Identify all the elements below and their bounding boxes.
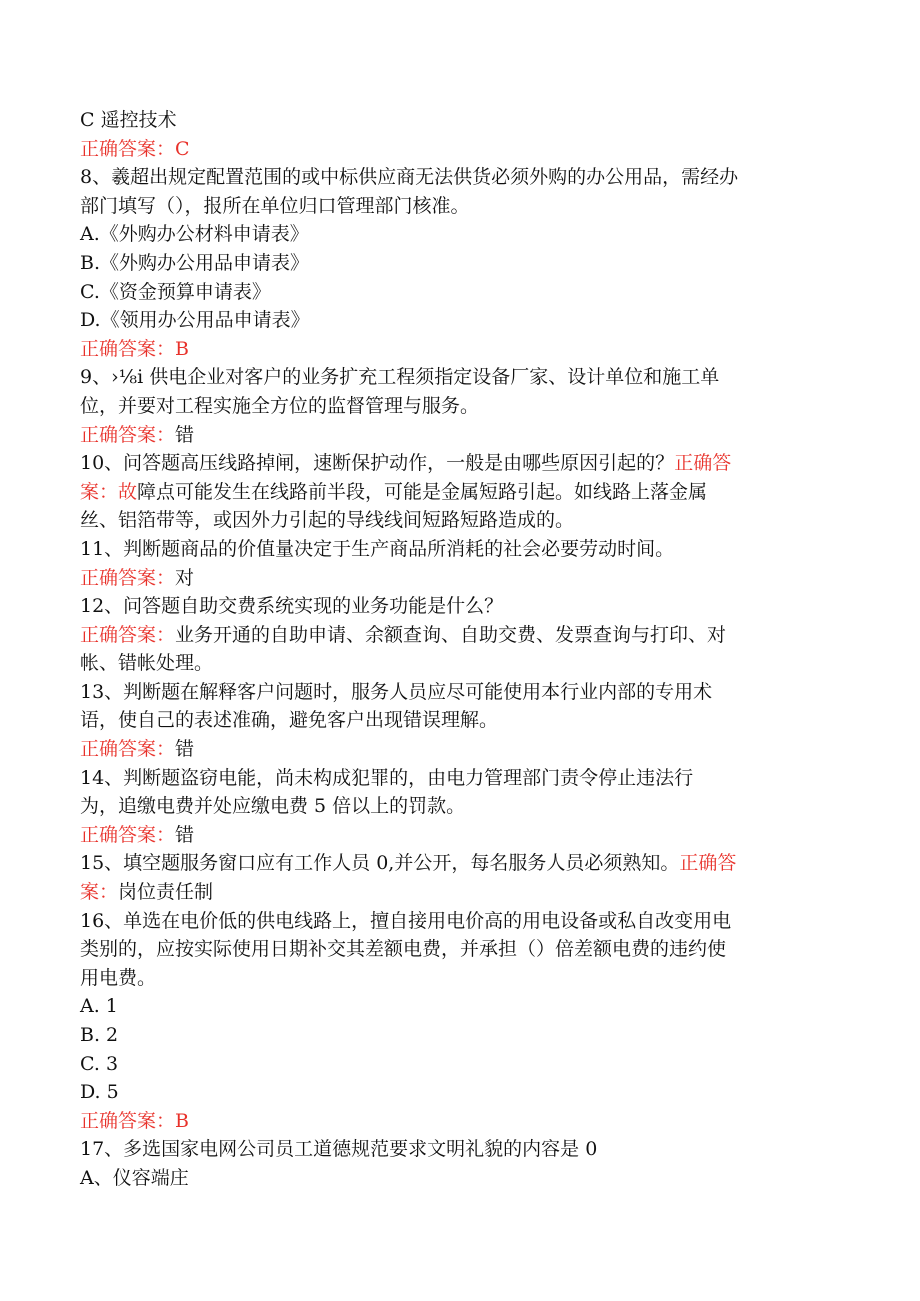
line-text: A、仪容端庄: [80, 1166, 189, 1189]
text-line: [80, 135, 840, 164]
text-line: [80, 564, 840, 593]
line-text: 位，并要对工程实施全方位的监督管理与服务。: [80, 394, 480, 417]
answer-label: 正确答案：: [80, 423, 176, 446]
answer-label: 正确答案：: [80, 623, 176, 646]
line-text: 对: [175, 566, 195, 589]
line-text: 帐、错帐处理。: [80, 652, 214, 675]
line-text: 障点可能发生在线路前半段，可能是金属短路引起。如线路上落金属: [137, 480, 708, 503]
line-text: 业务开通的自助申请、余额查询、自助交费、发票查询与打印、对: [175, 623, 727, 646]
line-text: 16、单选在电价低的供电线路上，擅自接用电价高的用电设备或私自改变用电: [80, 909, 732, 932]
text-line: [80, 821, 840, 850]
line-text: A. 1: [80, 995, 118, 1018]
text-line: [80, 335, 840, 364]
line-text: B.《外购办公用品申请表》: [80, 251, 310, 274]
text-line: [80, 392, 840, 421]
text-line: [80, 849, 840, 878]
line-text: D. 5: [80, 1081, 119, 1104]
line-text: 错: [175, 738, 195, 761]
text-line: [80, 363, 840, 392]
line-text: C 遥控技术: [80, 109, 177, 131]
line-text: 13、判断题在解释客户问题时，服务人员应尽可能使用本行业内部的专用术: [80, 680, 713, 703]
text-line: [80, 421, 840, 450]
answer-label: 正确答案：B: [80, 1109, 189, 1132]
text-line: [80, 106, 840, 135]
answer-label: 正确答案：C: [80, 137, 190, 160]
text-line: [80, 678, 840, 707]
text-line: [80, 735, 840, 764]
text-line: [80, 278, 840, 307]
answer-label: 正确答案：: [80, 738, 176, 761]
answer-label: 正确答: [679, 852, 737, 875]
document-body: [80, 106, 840, 1193]
line-text: 10、问答题高压线路掉闸，速断保护动作，一般是由哪些原因引起的？: [80, 452, 675, 475]
line-text: 11、判断题商品的价值量决定于生产商品所消耗的社会必要劳动时间。: [80, 537, 675, 560]
line-text: D.《领用办公用品申请表》: [80, 309, 310, 332]
text-line: [80, 163, 840, 192]
line-text: 语，使自己的表述准确，避免客户出现错误理解。: [80, 709, 499, 732]
text-line: [80, 992, 840, 1021]
line-text: B. 2: [80, 1024, 119, 1046]
line-text: C.《资金预算申请表》: [80, 280, 271, 303]
answer-label: 正确答案：B: [80, 337, 189, 360]
text-line: [80, 1135, 840, 1164]
text-line: [80, 220, 840, 249]
text-line: [80, 535, 840, 564]
line-text: 8、羲超出规定配置范围的或中标供应商无法供货必须外购的办公用品，需经办: [80, 166, 739, 189]
text-line: [80, 449, 840, 478]
line-text: 错: [175, 423, 195, 446]
line-text: 14、判断题盗窃电能，尚未构成犯罪的，由电力管理部门责令停止违法行: [80, 766, 694, 789]
line-text: 15、填空题服务窗口应有工作人员 0,并公开，每名服务人员必须熟知。: [80, 852, 680, 875]
text-line: [80, 1164, 840, 1193]
line-text: 错: [175, 823, 195, 846]
line-text: 9、›⅛i 供电企业对客户的业务扩充工程须指定设备厂家、设计单位和施工单: [80, 366, 720, 389]
text-line: [80, 306, 840, 335]
text-line: [80, 1021, 840, 1050]
answer-label: 案：: [80, 881, 119, 904]
line-text: 为，追缴电费并处应缴电费 5 倍以上的罚款。: [80, 795, 466, 818]
text-line: [80, 1107, 840, 1136]
line-text: 丝、铝箔带等，或因外力引起的导线线间短路短路造成的。: [80, 509, 575, 532]
line-text: 岗位责任制: [118, 881, 214, 904]
text-line: [80, 792, 840, 821]
line-text: 部门填写（），报所在单位归口管理部门核准。: [80, 194, 470, 217]
text-line: [80, 706, 840, 735]
text-line: [80, 935, 840, 964]
text-line: [80, 964, 840, 993]
text-line: [80, 1078, 840, 1107]
text-line: [80, 192, 840, 221]
text-line: [80, 1050, 840, 1079]
line-text: 用电费。: [80, 966, 157, 989]
text-line: [80, 649, 840, 678]
line-text: 类别的，应按实际使用日期补交其差额电费，并承担（）倍差额电费的违约使: [80, 938, 727, 961]
text-line: [80, 249, 840, 278]
line-text: 12、问答题自助交费系统实现的业务功能是什么？: [80, 595, 504, 618]
line-text: A.《外购办公材料申请表》: [80, 223, 309, 246]
line-text: C. 3: [80, 1052, 119, 1075]
answer-label: 正确答: [674, 452, 732, 475]
text-line: [80, 621, 840, 650]
text-line: [80, 506, 840, 535]
text-line: [80, 907, 840, 936]
answer-label: 正确答案：: [80, 823, 176, 846]
text-line: [80, 478, 840, 507]
answer-label: 正确答案：: [80, 566, 176, 589]
text-line: [80, 592, 840, 621]
text-line: [80, 878, 840, 907]
text-line: [80, 764, 840, 793]
answer-label: 案：故: [80, 480, 138, 503]
line-text: 17、多选国家电网公司员工道德规范要求文明礼貌的内容是 0: [80, 1138, 598, 1161]
